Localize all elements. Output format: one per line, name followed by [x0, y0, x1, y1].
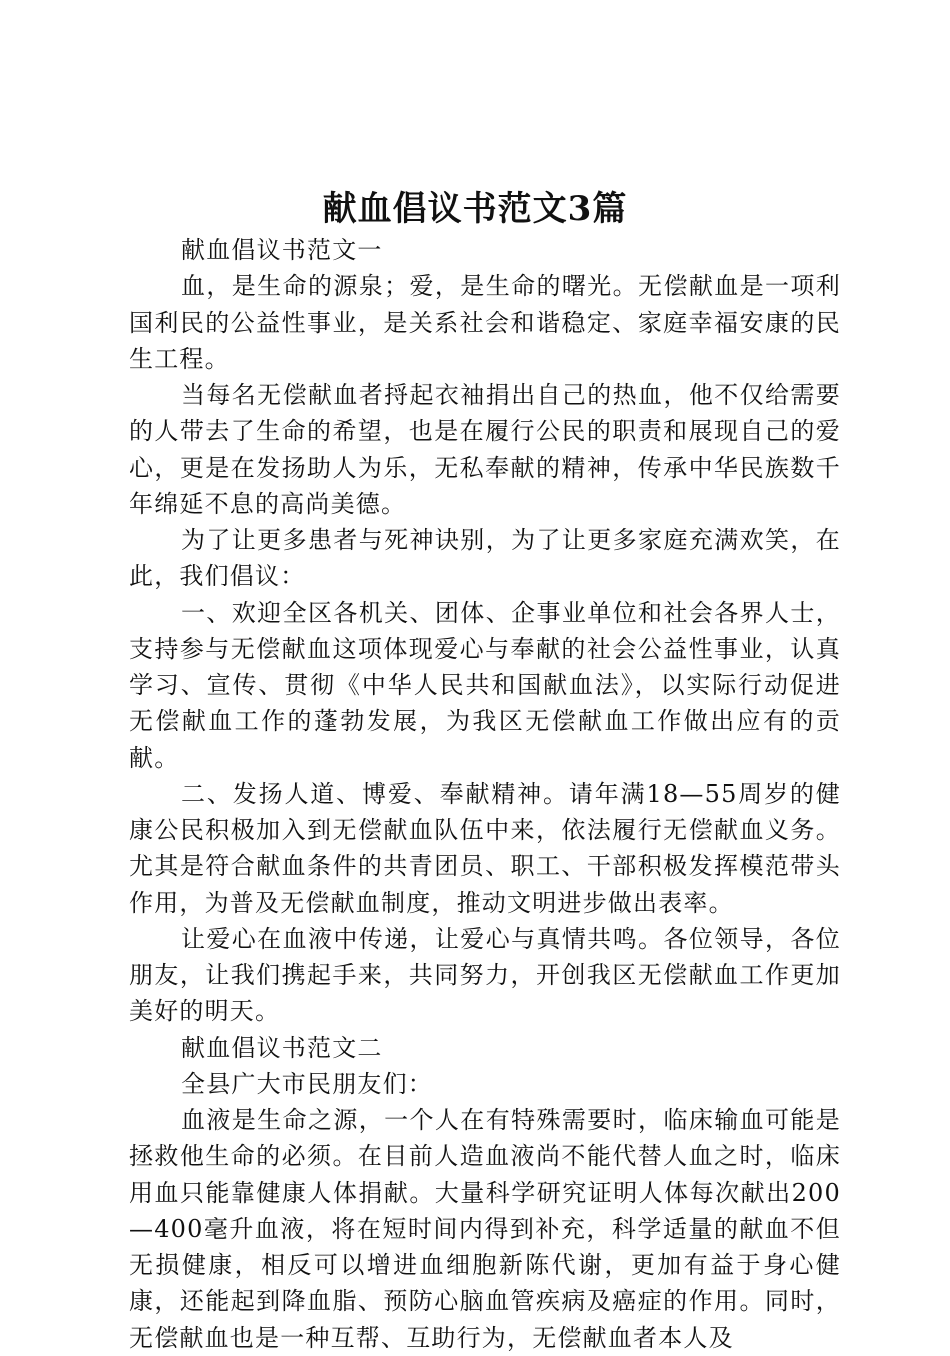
paragraph: 二、发扬人道、博爱、奉献精神。请年满18—55周岁的健康公民积极加入到无偿献血队伍中来，依法履行无偿献血义务。尤其是符合献血条件的共青团员、职工、干部积极发挥模范带头作用，为普及无偿献血制度，推动文明进步做出表率。 — [129, 779, 841, 917]
document-title: 献血倡议书范文3篇 — [322, 189, 628, 229]
paragraph: 让爱心在血液中传递，让爱心与真情共鸣。各位领导，各位朋友，让我们携起手来，共同努力，开创我区无偿献血工作更加美好的明天。 — [129, 924, 841, 1026]
paragraph: 一、欢迎全区各机关、团体、企事业单位和社会各界人士，支持参与无偿献血这项体现爱心与奉献的社会公益性事业，认真学习、宣传、贯彻《中华人民共和国献血法》，以实际行动促进无偿献血工作的蓬勃发展，为我区无偿献血工作做出应有的贡献。 — [129, 598, 841, 772]
paragraph: 血液是生命之源，一个人在有特殊需要时，临床输血可能是拯救他生命的必须。在目前人造血液尚不能代替人血之时，临床用血只能靠健康人体捐献。大量科学研究证明人体每次献出200—400毫升血液，将在短时间内得到补充，科学适量的献血不但无损健康，相反可以增进血细胞新陈代谢，更加有益于身心健康，还能起到降血脂、预防心脑血管疾病及癌症的作用。同时，无偿献血也是一种互帮、互助行为，无偿献血者本人及 — [129, 1106, 841, 1352]
document-body — [129, 232, 841, 1356]
paragraph: 血，是生命的源泉；爱，是生命的曙光。无偿献血是一项利国利民的公益性事业，是关系社会和谐稳定、家庭幸福安康的民生工程。 — [129, 272, 841, 373]
paragraph: 为了让更多患者与死神诀别，为了让更多家庭充满欢笑，在此，我们倡议： — [129, 526, 841, 591]
salutation: 全县广大市民朋友们： — [181, 1069, 433, 1098]
section-heading-2: 献血倡议书范文二 — [181, 1033, 383, 1062]
section-heading-1: 献血倡议书范文一 — [181, 236, 383, 264]
paragraph: 当每名无偿献血者捋起衣袖捐出自己的热血，他不仅给需要的人带去了生命的希望，也是在履行公民的职责和展现自己的爱心，更是在发扬助人为乐，无私奉献的精神，传承中华民族数千年绵延不息的高尚美德。 — [129, 381, 841, 518]
